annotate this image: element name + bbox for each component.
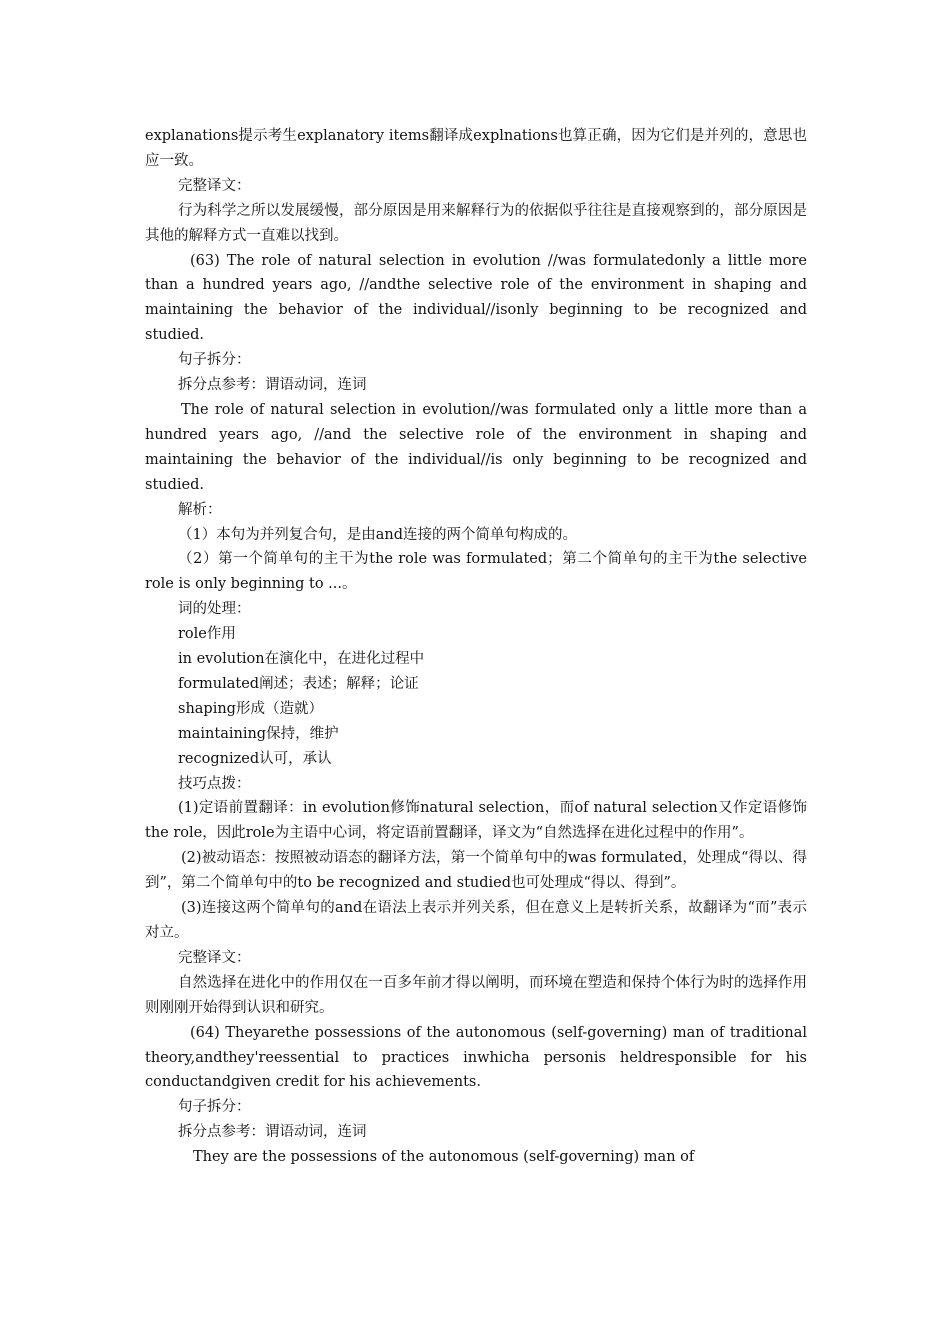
question-64-sentence: (64) Theyarethe possessions of the autonomous (self-governing) man of traditional theory,andthey'reessential to practices inwhicha personis heldresponsible for his conductandgiven credit for his achievements. [145, 1024, 807, 1091]
translation-paragraph: 自然选择在进化中的作用仅在一百多年前才得以阐明，而环境在塑造和保持个体行为时的选择作用则刚刚开始得到认识和研究。 [145, 974, 807, 1016]
vocab-item: shaping形成（造就） [178, 700, 323, 717]
document-page [145, 124, 807, 1170]
sentence-split-label: 句子拆分： [178, 1099, 251, 1116]
tip-1: (1)定语前置翻译：in evolution修饰natural selection，而of natural selection又作定语修饰the role，因此role为主语中心词，将定语前置翻译，译文为“自然选择在进化过程中的作用”。 [145, 800, 807, 842]
vocab-item: role作用 [178, 626, 236, 643]
split-point-reference: 拆分点参考：谓语动词，连词 [178, 1124, 367, 1141]
tip-3: (3)连接这两个简单句的and在语法上表示并列关系，但在意义上是转折关系，故翻译为“而”表示对立。 [145, 900, 807, 941]
analysis-point-2: （2）第一个简单句的主干为the role was formulated；第二个简单句的主干为the selective role is only beginning to ...。 [145, 551, 807, 593]
translation-paragraph: 行为科学之所以发展缓慢，部分原因是用来解释行为的依据似乎往往是直接观察到的，部分原因是其他的解释方式一直难以找到。 [145, 202, 807, 244]
vocab-item: recognized认可，承认 [178, 750, 332, 767]
full-translation-label: 完整译文： [178, 949, 251, 966]
split-sentence: They are the possessions of the autonomous (self-governing) man of [193, 1149, 695, 1166]
tip-2: (2)被动语态：按照被动语态的翻译方法，第一个简单句中的was formulated，处理成“得以、得到”，第二个简单句中的to be recognized and studied也可处理成“得以、得到”。 [145, 850, 807, 892]
question-63-sentence: (63) The role of natural selection in evolution //was formulatedonly a little more than a hundred years ago, //andthe selective role of the environment in shaping and maintaining the behavior of the individual//isonly beginning to be recognized and studied. [145, 252, 807, 344]
paragraph-1: explanations提示考生explanatory items翻译成explnations也算正确，因为它们是并列的，意思也应一致。 [145, 128, 807, 169]
vocab-item: maintaining保持，维护 [178, 725, 339, 742]
vocab-item: in evolution在演化中，在进化过程中 [178, 651, 425, 668]
full-translation-label: 完整译文： [178, 177, 251, 194]
sentence-split-label: 句子拆分： [178, 352, 251, 369]
analysis-point-1: （1）本句为并列复合句，是由and连接的两个简单句构成的。 [178, 526, 577, 543]
tips-label: 技巧点拨： [178, 775, 251, 792]
split-sentence: The role of natural selection in evolution//was formulated only a little more than a hundred years ago, //and the selective role of the environment in shaping and maintaining the behavior of the individual//is only beginning to be recognized and studied. [145, 401, 807, 493]
split-point-reference: 拆分点参考：谓语动词，连词 [178, 377, 367, 394]
analysis-label: 解析： [178, 501, 222, 518]
word-handling-label: 词的处理： [178, 601, 251, 618]
vocab-item: formulated阐述；表述；解释；论证 [178, 675, 419, 692]
